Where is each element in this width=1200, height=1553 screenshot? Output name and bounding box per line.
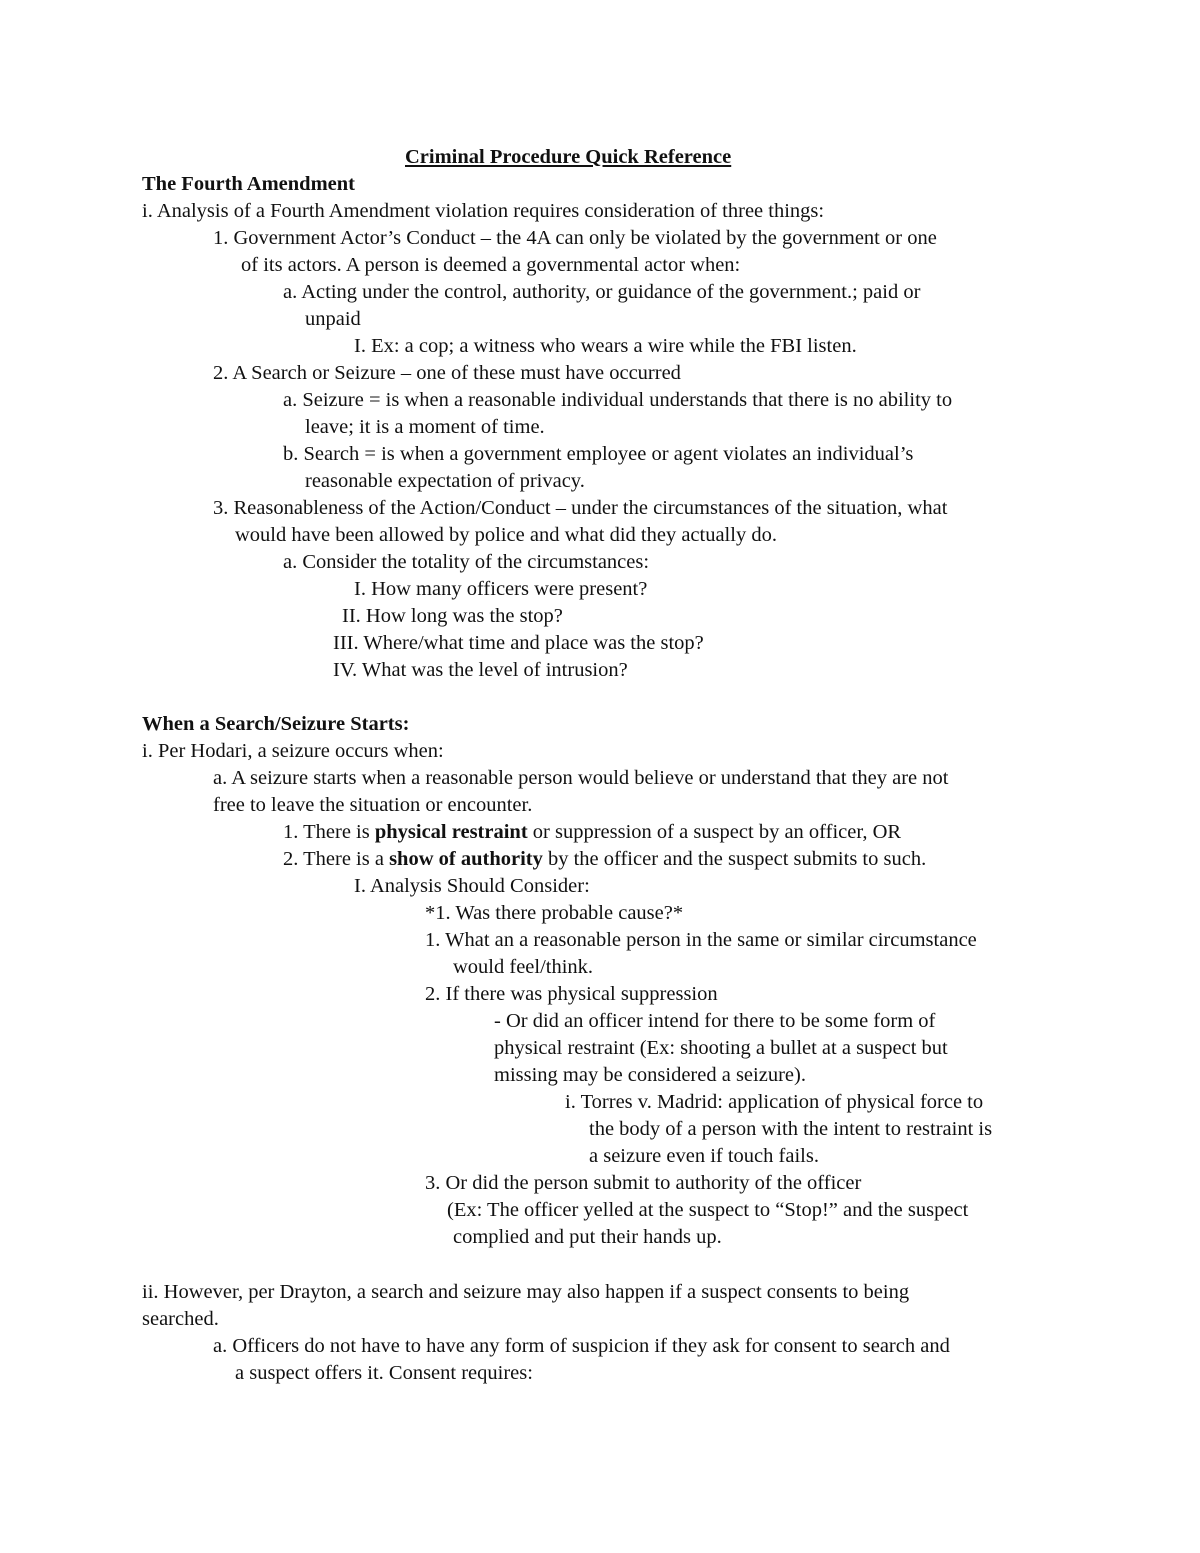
- consent-line1: a. Officers do not have to have any form of suspicion if they ask for consent to search and: [213, 1335, 950, 1357]
- consider-2: 2. If there was physical suppression: [425, 983, 718, 1005]
- bold-physical-restraint: physical restraint: [374, 821, 528, 843]
- section-heading-fourth-amendment: The Fourth Amendment: [142, 173, 355, 195]
- item3a-roman-iv: IV. What was the level of intrusion?: [333, 659, 628, 681]
- item2a-line1: a. Seizure = is when a reasonable individual understands that there is no ability to: [283, 389, 953, 411]
- document-title: Criminal Procedure Quick Reference: [405, 146, 732, 168]
- section2-a2: 2. There is a show of authority by the officer and the suspect submits to such.: [283, 848, 927, 870]
- torres-line3: a seizure even if touch fails.: [589, 1145, 819, 1167]
- item1a-line2: unpaid: [305, 308, 361, 330]
- section2-a-line2: free to leave the situation or encounter.: [213, 794, 533, 816]
- section-heading-search-seizure-starts: When a Search/Seizure Starts:: [142, 713, 410, 735]
- item3a-roman-ii: II. How long was the stop?: [342, 605, 563, 627]
- item1a-roman-i: I. Ex: a cop; a witness who wears a wire while the FBI listen.: [354, 335, 857, 357]
- consider-3-line1: 3. Or did the person submit to authority of the officer: [425, 1172, 862, 1194]
- drayton-line2: searched.: [142, 1308, 219, 1330]
- section2-intro: i. Per Hodari, a seizure occurs when:: [142, 740, 444, 762]
- item3a-roman-iii: III. Where/what time and place was the stop?: [333, 632, 704, 654]
- section2-a-line1: a. A seizure starts when a reasonable person would believe or understand that they are not: [213, 767, 949, 789]
- consent-line2: a suspect offers it. Consent requires:: [235, 1362, 533, 1384]
- item3a: a. Consider the totality of the circumstances:: [283, 551, 650, 573]
- section2-a1: 1. There is physical restraint or suppression of a suspect by an officer, OR: [283, 821, 902, 843]
- item1a-line1: a. Acting under the control, authority, or guidance of the government.; paid or: [283, 281, 921, 303]
- consider-1-line2: would feel/think.: [453, 956, 594, 978]
- item3-line2: would have been allowed by police and what did they actually do.: [235, 524, 777, 546]
- dash-line1: - Or did an officer intend for there to be some form of: [494, 1010, 936, 1032]
- item2b-line1: b. Search = is when a government employee or agent violates an individual’s: [283, 443, 914, 465]
- torres-line2: the body of a person with the intent to restraint is: [589, 1118, 993, 1140]
- probable-cause-line: *1. Was there probable cause?*: [425, 902, 684, 924]
- item2b-line2: reasonable expectation of privacy.: [305, 470, 585, 492]
- torres-line1: i. Torres v. Madrid: application of physical force to: [565, 1091, 984, 1113]
- item1-line2: of its actors. A person is deemed a governmental actor when:: [241, 254, 741, 276]
- drayton-line1: ii. However, per Drayton, a search and seizure may also happen if a suspect consents to being: [142, 1281, 910, 1303]
- section1-intro: i. Analysis of a Fourth Amendment violation requires consideration of three things:: [142, 200, 825, 222]
- dash-line3: missing may be considered a seizure).: [494, 1064, 806, 1086]
- item1-line1: 1. Government Actor’s Conduct – the 4A can only be violated by the government or one: [213, 227, 937, 249]
- item3a-roman-i: I. How many officers were present?: [354, 578, 648, 600]
- item2: 2. A Search or Seizure – one of these must have occurred: [213, 362, 681, 384]
- item3-line1: 3. Reasonableness of the Action/Conduct – under the circumstances of the situation, what: [213, 497, 948, 519]
- dash-line2: physical restraint (Ex: shooting a bullet at a suspect but: [494, 1037, 948, 1059]
- bold-show-of-authority: show of authority: [389, 848, 543, 870]
- analysis-heading: I. Analysis Should Consider:: [354, 875, 590, 897]
- item2a-line2: leave; it is a moment of time.: [305, 416, 545, 438]
- consider-3-line3: complied and put their hands up.: [453, 1226, 722, 1248]
- consider-1-line1: 1. What an a reasonable person in the same or similar circumstance: [425, 929, 977, 951]
- consider-3-line2: (Ex: The officer yelled at the suspect to “Stop!” and the suspect: [447, 1199, 969, 1221]
